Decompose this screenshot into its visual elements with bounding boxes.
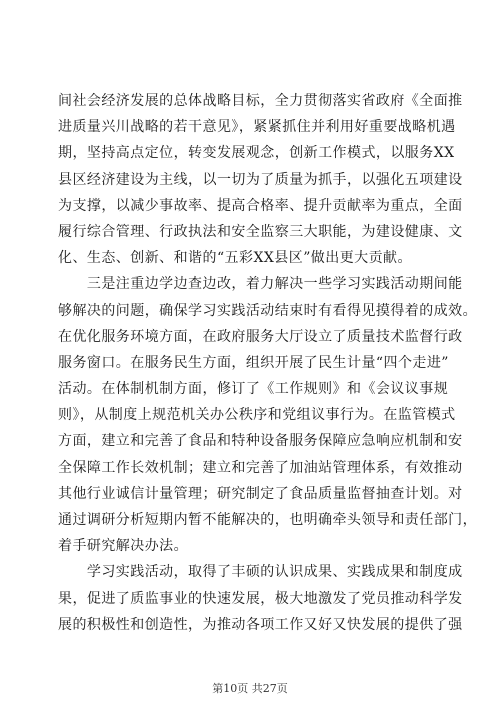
text-line: 够解决的问题，确保学习实践活动结束时有看得见摸得着的成效。 bbox=[58, 302, 478, 319]
text-line: 展的积极性和创造性，为推动各项工作又好又快发展的提供了强 bbox=[58, 616, 463, 633]
text-line: 进质量兴川战略的若干意见》，紧紧抓住并利用好重要战略机遇 bbox=[58, 119, 456, 136]
body-text bbox=[58, 88, 478, 638]
text-line: 学习实践活动，取得了丰硕的认识成果、实践成果和制度成 bbox=[58, 564, 463, 581]
text-line: 县区经济建设为主线，以一切为了质量为抓手，以强化五项建设 bbox=[58, 171, 463, 188]
text-line: 在优化服务环境方面，在政府服务大厅设立了质量技术监督行政 bbox=[58, 328, 463, 345]
text-line: 为支撑，以减少事故率、提高合格率、提升贡献率为重点，全面 bbox=[58, 197, 463, 214]
text-line: 果，促进了质监事业的快速发展，极大地激发了党员推动科学发 bbox=[58, 590, 463, 607]
text-line: 则》，从制度上规范机关办公秩序和党组议事行为。在监管模式 bbox=[58, 407, 456, 424]
text-line: 其他行业诚信计量管理；研究制定了食品质量监督抽查计划。对 bbox=[58, 485, 463, 502]
text-line: 服务窗口。在服务民生方面，组织开展了民生计量“四个走进” bbox=[58, 354, 449, 371]
text-line: 期，坚持高点定位，转变发展观念，创新工作模式，以服务XX bbox=[58, 145, 455, 162]
text-line: 全保障工作长效机制；建立和完善了加油站管理体系，有效推动 bbox=[58, 459, 463, 476]
page-footer: 第10页 共27页 bbox=[212, 682, 288, 695]
text-line: 活动。在体制机制方面，修订了《工作规则》和《会议议事规 bbox=[58, 381, 449, 398]
text-line: 三是注重边学边查边改，着力解决一些学习实践活动期间能 bbox=[58, 276, 463, 293]
text-line: 化、生态、创新、和谐的“五彩XX县区”做出更大贡献。 bbox=[58, 250, 412, 267]
text-line: 着手研究解决办法。 bbox=[58, 538, 189, 555]
text-line: 方面，建立和完善了食品和特种设备服务保障应急响应机制和安 bbox=[58, 433, 463, 450]
text-line: 履行综合管理、行政执法和安全监察三大职能，为建设健康、文 bbox=[58, 223, 463, 240]
text-line: 间社会经济发展的总体战略目标，全力贯彻落实省政府《全面推 bbox=[58, 93, 463, 109]
text-line: 通过调研分析短期内暂不能解决的，也明确牵头领导和责任部门， bbox=[58, 512, 478, 528]
